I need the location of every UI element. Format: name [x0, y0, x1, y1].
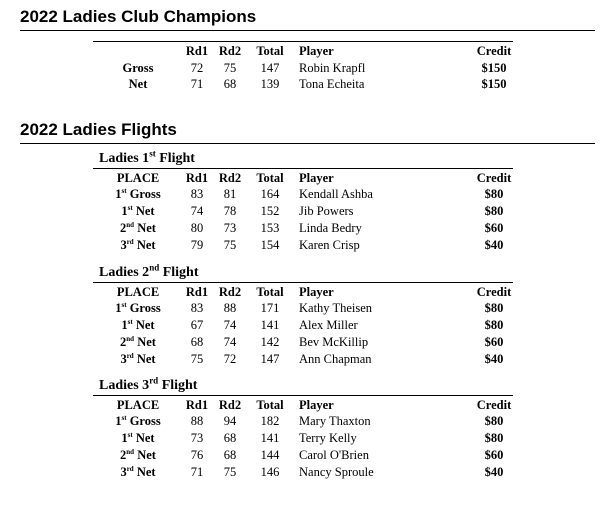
table-row: [0, 60, 612, 76]
row-rd1: 88: [190, 414, 204, 428]
row-total: 141: [260, 318, 280, 332]
table-row: [0, 76, 612, 92]
flight-2-title: Ladies 2nd Flight: [99, 262, 199, 280]
row-credit: $80: [484, 204, 504, 218]
row-place: 3rd Net: [120, 464, 156, 479]
row-player: Alex Miller: [299, 318, 358, 332]
header-credit: Credit: [476, 285, 512, 299]
row-player: Terry Kelly: [299, 431, 357, 445]
row-player: Mary Thaxton: [299, 414, 371, 428]
row-player: Carol O'Brien: [299, 448, 369, 462]
row-player: Robin Krapfl: [299, 61, 366, 75]
row-rd2: 81: [223, 187, 237, 201]
header-player: Player: [299, 285, 334, 299]
row-total: 144: [260, 448, 280, 462]
row-rd1: 80: [190, 221, 204, 235]
champions-header-row: [0, 43, 612, 59]
row-player: Nancy Sproule: [299, 465, 374, 479]
row-rd1: 68: [190, 335, 204, 349]
row-place: 3rd Net: [120, 237, 156, 252]
row-total: 153: [260, 221, 280, 235]
flight-3-rule: [93, 395, 513, 396]
row-player: Jib Powers: [299, 204, 354, 218]
table-row: [0, 413, 612, 429]
table-row: [0, 300, 612, 316]
row-total: 164: [260, 187, 280, 201]
header-rd1: Rd1: [185, 44, 209, 58]
row-rd2: 88: [223, 301, 237, 315]
header-rd1: Rd1: [185, 398, 209, 412]
row-total: 171: [260, 301, 280, 315]
row-credit: $80: [484, 301, 504, 315]
table-row: [0, 351, 612, 367]
row-rd1: 72: [190, 61, 204, 75]
champions-section-rule: [20, 30, 595, 31]
row-credit: $80: [484, 414, 504, 428]
row-rd2: 75: [223, 61, 237, 75]
header-player: Player: [299, 398, 334, 412]
header-rd2: Rd2: [218, 171, 242, 185]
header-credit: Credit: [476, 171, 512, 185]
row-player: Linda Bedry: [299, 221, 362, 235]
row-credit: $60: [484, 335, 504, 349]
header-rd1: Rd1: [185, 285, 209, 299]
table-row: [0, 464, 612, 480]
header-total: Total: [256, 44, 284, 58]
header-rd1: Rd1: [185, 171, 209, 185]
row-rd2: 72: [223, 352, 237, 366]
row-total: 146: [260, 465, 280, 479]
header-credit: Credit: [476, 44, 512, 58]
header-player: Player: [299, 171, 334, 185]
row-total: 142: [260, 335, 280, 349]
row-rd2: 94: [223, 414, 237, 428]
row-rd2: 74: [223, 318, 237, 332]
header-total: Total: [256, 171, 284, 185]
row-place: 1st Net: [121, 203, 155, 218]
row-credit: $80: [484, 431, 504, 445]
row-total: 154: [260, 238, 280, 252]
row-rd1: 79: [190, 238, 204, 252]
row-credit: $40: [484, 352, 504, 366]
table-row: [0, 430, 612, 446]
row-credit: $40: [484, 465, 504, 479]
row-rd2: 68: [223, 431, 237, 445]
row-place: 1st Gross: [115, 186, 161, 201]
table-row: [0, 203, 612, 219]
row-rd1: 74: [190, 204, 204, 218]
header-total: Total: [256, 285, 284, 299]
flights-section-rule: [20, 143, 595, 144]
row-rd2: 78: [223, 204, 237, 218]
champions-table-rule: [93, 41, 513, 42]
row-credit: $150: [481, 61, 507, 75]
row-total: 139: [260, 77, 280, 91]
row-place: 1st Gross: [115, 300, 161, 315]
row-rd1: 83: [190, 187, 204, 201]
row-credit: $40: [484, 238, 504, 252]
row-credit: $60: [484, 221, 504, 235]
row-place: 2nd Net: [120, 447, 156, 462]
row-rd2: 68: [223, 77, 237, 91]
flight-2-rule: [93, 282, 513, 283]
row-rd1: 73: [190, 431, 204, 445]
row-rd2: 75: [223, 465, 237, 479]
row-player: Kathy Theisen: [299, 301, 373, 315]
header-place: PLACE: [116, 171, 160, 185]
row-rd1: 71: [190, 77, 204, 91]
flight-1-title: Ladies 1st Flight: [99, 148, 195, 166]
header-credit: Credit: [476, 398, 512, 412]
row-place: 1st Net: [121, 317, 155, 332]
header-rd2: Rd2: [218, 285, 242, 299]
row-rd1: 76: [190, 448, 204, 462]
row-rd2: 74: [223, 335, 237, 349]
row-total: 152: [260, 204, 280, 218]
header-total: Total: [256, 398, 284, 412]
flights-title: 2022 Ladies Flights: [20, 120, 177, 139]
row-total: 147: [260, 61, 280, 75]
row-place: 1st Gross: [115, 413, 161, 428]
row-total: 147: [260, 352, 280, 366]
row-rd1: 75: [190, 352, 204, 366]
header-place: PLACE: [116, 398, 160, 412]
row-place: 2nd Net: [120, 334, 156, 349]
flight-1-rule: [93, 168, 513, 169]
table-row: [0, 237, 612, 253]
header-player: Player: [299, 44, 334, 58]
table-row: [0, 334, 612, 350]
row-rd2: 75: [223, 238, 237, 252]
flight-2-header-row: [0, 284, 612, 300]
row-player: Bev McKillip: [299, 335, 369, 349]
row-place: 1st Net: [121, 430, 155, 445]
header-rd2: Rd2: [218, 398, 242, 412]
row-credit: $150: [481, 77, 507, 91]
header-rd2: Rd2: [218, 44, 242, 58]
header-place: PLACE: [116, 285, 160, 299]
flight-3-title: Ladies 3rd Flight: [99, 375, 198, 393]
row-player: Tona Echeita: [299, 77, 365, 91]
table-row: [0, 447, 612, 463]
row-rd1: 71: [190, 465, 204, 479]
row-player: Ann Chapman: [299, 352, 372, 366]
row-total: 141: [260, 431, 280, 445]
row-total: 182: [260, 414, 280, 428]
row-credit: $60: [484, 448, 504, 462]
row-place: 3rd Net: [120, 351, 156, 366]
champions-title: 2022 Ladies Club Champions: [20, 7, 257, 26]
flight-1-header-row: [0, 170, 612, 186]
row-place: 2nd Net: [120, 220, 156, 235]
row-rd2: 73: [223, 221, 237, 235]
row-player: Kendall Ashba: [299, 187, 373, 201]
row-credit: $80: [484, 187, 504, 201]
row-place: Gross: [122, 61, 154, 75]
row-rd1: 83: [190, 301, 204, 315]
row-player: Karen Crisp: [299, 238, 360, 252]
table-row: [0, 220, 612, 236]
row-rd2: 68: [223, 448, 237, 462]
row-credit: $80: [484, 318, 504, 332]
row-rd1: 67: [190, 318, 204, 332]
table-row: [0, 186, 612, 202]
table-row: [0, 317, 612, 333]
flight-3-header-row: [0, 397, 612, 413]
row-place: Net: [128, 77, 148, 91]
